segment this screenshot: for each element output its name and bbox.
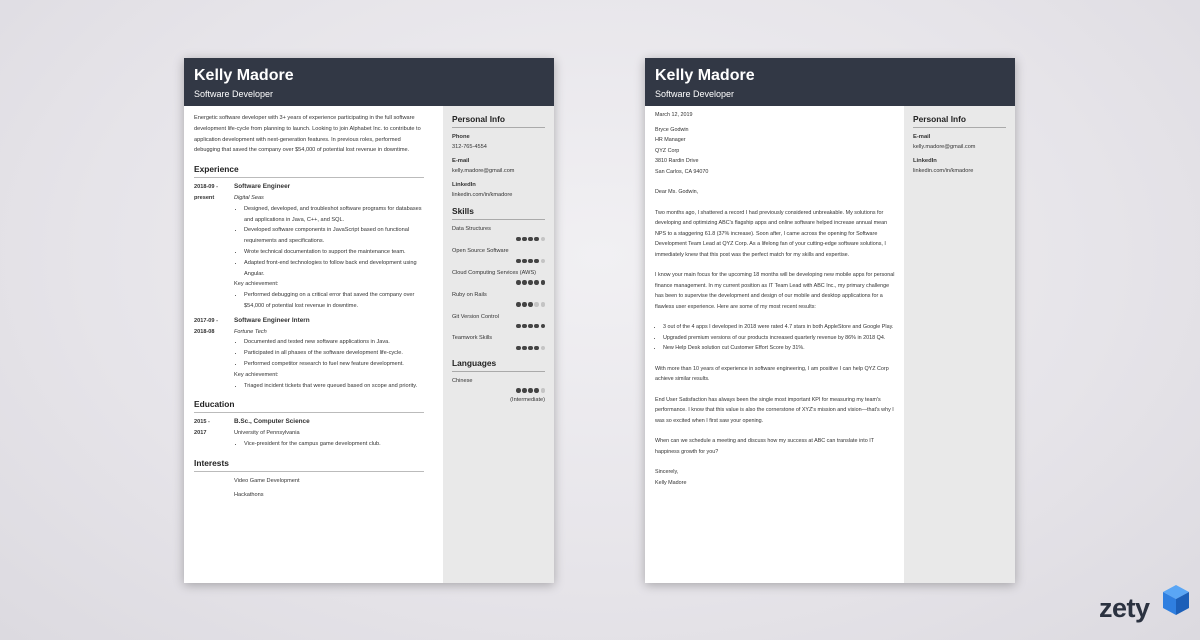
rating-dot [522,388,527,393]
duty-item: • Participated in all phases of the software development life-cycle. [244,348,424,359]
rating-dot [534,237,539,242]
experience-entry [194,182,424,312]
achievement-item: • Performed debugging on a critical error that saved the company over $54,000 of potential lost revenue in downtime. [244,290,424,312]
rating-dot [522,302,527,307]
personal-info-heading: Personal Info [452,114,545,128]
experience-list [194,182,424,391]
rating-dot [516,302,521,307]
resume-job-title: Software Developer [194,89,274,99]
date-start: 2018-09 - [194,184,218,191]
rating-dot [528,259,533,264]
achievements-list [234,381,424,392]
cube-icon [1161,583,1191,623]
date-start: 2017-09 - [194,317,218,324]
phone-label: Phone [452,134,470,140]
skill-item [452,312,545,331]
letter-email-label: E-mail [913,134,931,140]
duties-list [234,337,424,369]
letter-signature: Kelly Madore [655,479,687,486]
recipient-address [655,125,895,178]
rating-dot [528,324,533,329]
education-notes [234,439,424,450]
experience-dates [194,182,234,312]
education-note: • Vice-president for the campus game development club. [244,439,424,450]
skill-name: Open Source Software [452,248,509,255]
rating-dot [516,346,521,351]
letter-email-value: kelly.madore@gmail.com [913,144,976,150]
rating-dot [528,346,533,351]
achievement-item: • Triaged incident tickets that were queued based on scope and priority. [244,381,424,392]
date-start: 2015 - [194,419,210,426]
rating-dot [528,388,533,393]
letter-name: Kelly Madore [655,67,755,84]
rating-dot [534,388,539,393]
zety-logo[interactable] [1099,583,1191,629]
email-label: E-mail [452,157,470,164]
rating-dot [522,280,527,285]
interests-heading: Interests [194,458,424,472]
skill-rating [452,344,545,352]
rating-dot [516,388,521,393]
rating-dot [528,280,533,285]
letter-paragraph: With more than 10 years of experience in software engineering, I am positive I can help QYZ Corp achieve similar results. [655,365,889,382]
letter-linkedin-value: linkedin.com/in/kmadore [913,167,974,174]
skill-name: Git Version Control [452,313,499,320]
letter-bullet: • 3 out of the 4 apps I developed in 2018 were rated 4.7 stars in both AppleStore and Google Play. [663,322,895,333]
linkedin-value: linkedin.com/in/kmadore [452,191,513,198]
rating-dot [541,388,546,393]
skill-item [452,268,545,287]
rating-dot [534,346,539,351]
duty-item: • Documented and tested new software applications in Java. [244,337,424,348]
recipient-line: San Carlos, CA 94070 [655,168,709,175]
rating-dot [528,237,533,242]
job-role: Software Engineer [234,183,291,191]
rating-dot [534,302,539,307]
degree: B.Sc., Computer Science [234,418,310,426]
skill-rating [452,322,545,330]
date-end: 2018-08 [194,328,215,335]
cover-letter-page [645,58,1015,583]
recipient-line: 3810 Rardin Drive [655,158,699,164]
phone-value: 312-765-4554 [452,144,487,150]
education-heading: Education [194,399,424,413]
rating-dot [541,237,546,242]
skill-name: Data Structures [452,226,491,233]
rating-dot [528,302,533,307]
rating-dot [541,280,546,285]
linkedin-label: LinkedIn [452,181,476,188]
resume-summary: Energetic software developer with 3+ years of experience participating in the full software development life-cycle from planning to launch. Looking to join Alphabet Inc. to contribute to application development with next-generation features. In previous roles, performed debugging that saved the company over $54,000 of potential lost revenue in downtime. [194,115,421,154]
letter-closing: Sincerely, [655,469,679,475]
languages-list [452,376,545,405]
logo-text: zety [1099,593,1150,623]
skill-item [452,246,545,265]
skill-name: Cloud Computing Services (AWS) [452,269,537,276]
rating-dot [541,346,546,351]
education-dates [194,417,234,449]
rating-dot [516,280,521,285]
rating-dot [534,259,539,264]
experience-body [234,316,424,392]
letter-paragraph: When can we schedule a meeting and discuss how my success at ABC can translate into IT happiness growth for you? [655,438,874,455]
letter-header [645,58,1015,106]
rating-dot [516,324,521,329]
rating-dot [541,259,546,264]
resume-page [184,58,554,583]
rating-dot [522,346,527,351]
date-end: present [194,194,215,201]
recipient-line: Bryce Godwin [655,126,689,133]
rating-dot [534,324,539,329]
interest-item: Hackathons [234,491,264,498]
duty-item: • Performed competitor research to fuel new feature development. [244,359,424,370]
resume-header [184,58,554,106]
experience-dates [194,316,234,392]
company-name: Fortune Tech [234,328,267,335]
rating-dot [541,324,546,329]
interests-list [194,476,424,501]
duty-item: • Adapted front-end technologies to follow back end development using Angular. [244,258,424,280]
recipient-line: QYZ Corp [655,147,680,154]
letter-paragraph: Two months ago, I shattered a record I had previously considered unbreakable. My solutions for developing and optimizing ABC's flagship apps and online software helped increase annual mean NPS to a staggering 61.8 (37% increase). Soon after, I came across the opening for Software Development Team Lead at QYZ Corp. As a lifelong fan of your cutting-edge software solutions, I immediately knew that this post was the perfect match for my skills and expertise. [655,209,888,258]
skills-list [452,224,545,352]
skill-rating [452,279,545,287]
letter-bullet: • New Help Desk solution cut Customer Effort Score by 31%. [663,343,895,354]
skill-rating [452,235,545,243]
skill-rating [452,301,545,309]
achievement-label: Key achievement: [234,371,279,378]
skill-name: Teamwork Skills [452,335,493,342]
letter-paragraph: End User Satisfaction has always been the single most important KPI for measuring my team's performance. I know that this value is also the cornerstone of XYZ's mission and vision—that's why I was so excited when I first saw your opening. [655,396,894,424]
experience-entry [194,316,424,392]
rating-dot [522,259,527,264]
school-name: University of Pennsylvania [234,430,300,437]
letter-bullet: • Upgraded premium versions of our products increased quarterly revenue by 86% in 2018 Q4. [663,333,895,344]
resume-name: Kelly Madore [194,67,294,84]
skill-item [452,333,545,352]
education-body [234,417,424,449]
skill-item [452,290,545,309]
letter-sidebar [904,106,1015,583]
language-name: Chinese [452,378,473,385]
languages-heading: Languages [452,358,545,372]
email-value: kelly.madore@gmail.com [452,167,515,174]
letter-job-title: Software Developer [655,89,735,99]
interest-item: Video Game Development [234,477,300,484]
achievements-list [234,290,424,312]
language-item [452,376,545,405]
rating-dot [541,302,546,307]
rating-dot [522,237,527,242]
resume-main-column [184,106,434,583]
duties-list [234,204,424,280]
recipient-line: HR Manager [655,137,686,143]
resume-sidebar [443,106,554,583]
date-end: 2017 [194,430,207,437]
experience-body [234,182,424,312]
company-name: Digital Seas [234,194,264,201]
letter-personal-info-heading: Personal Info [913,114,1006,128]
letter-date: March 12, 2019 [655,112,693,118]
education-list [194,417,424,449]
achievement-label: Key achievement: [234,281,279,288]
rating-dot [534,280,539,285]
job-role: Software Engineer Intern [234,316,310,324]
letter-greeting: Dear Ms. Godwin, [655,189,699,195]
rating-dot [516,259,521,264]
duty-item: • Developed software components in JavaScript based on functional requirements and specifications. [244,225,424,247]
skill-rating [452,387,545,395]
letter-results-list [655,322,895,354]
skills-heading: Skills [452,206,545,220]
duty-item: • Wrote technical documentation to support the maintenance team. [244,247,424,258]
rating-dot [516,237,521,242]
skill-item [452,224,545,243]
skill-rating [452,257,545,265]
experience-heading: Experience [194,164,424,178]
duty-item: • Designed, developed, and troubleshot software programs for databases and applications in Java, C++, and SQL. [244,204,424,226]
letter-body [645,106,905,583]
language-level: (Intermediate) [510,396,545,403]
letter-linkedin-label: LinkedIn [913,157,937,164]
letter-paragraph: I know your main focus for the upcoming 18 months will be developing new mobile apps for personal finance management. In my current position as IT Team Lead with ABC Inc., my primary challenge has been to supervise the development and design of our mobile and desktop applications for a flawless user experience. Here are some of my most recent results: [655,272,895,310]
education-entry [194,417,424,449]
rating-dot [522,324,527,329]
skill-name: Ruby on Rails [452,291,487,298]
